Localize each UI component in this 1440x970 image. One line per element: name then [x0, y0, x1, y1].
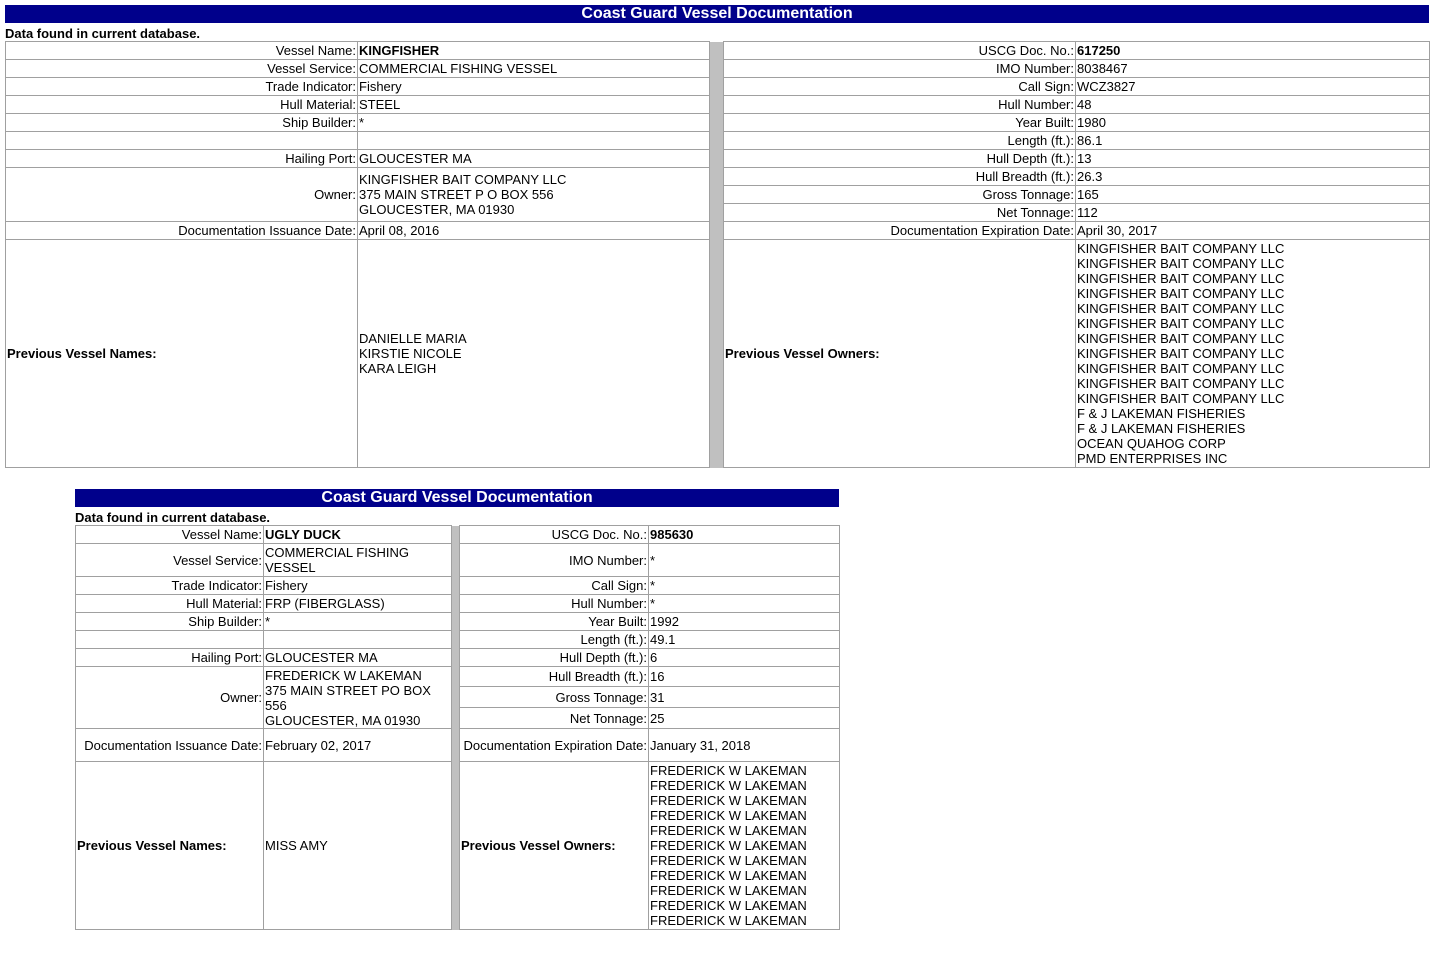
length-label: Length (ft.):	[724, 132, 1076, 150]
list-item: FREDERICK W LAKEMAN	[650, 898, 807, 913]
list-item: FREDERICK W LAKEMAN	[650, 823, 807, 838]
owner-name: FREDERICK W LAKEMAN	[265, 667, 422, 683]
list-item: FREDERICK W LAKEMAN	[650, 868, 807, 883]
length-value: 86.1	[1076, 132, 1430, 150]
trade-indicator-label: Trade Indicator:	[76, 577, 264, 595]
net-tonnage-label: Net Tonnage:	[460, 708, 649, 729]
gross-tonnage-label: Gross Tonnage:	[460, 687, 649, 708]
call-sign-label: Call Sign:	[724, 78, 1076, 96]
status-message: Data found in current database.	[75, 510, 271, 525]
page-title: Coast Guard Vessel Documentation	[5, 5, 1429, 23]
list-item: DANIELLE MARIA	[359, 331, 467, 346]
net-tonnage-value: 112	[1076, 204, 1430, 222]
list-item: F & J LAKEMAN FISHERIES	[1077, 421, 1246, 436]
doc-no-label: USCG Doc. No.:	[724, 42, 1076, 60]
owner-value	[264, 667, 452, 729]
hull-material-label: Hull Material:	[6, 96, 358, 114]
year-built-value: 1980	[1076, 114, 1430, 132]
owner-value	[358, 168, 710, 222]
list-item: F & J LAKEMAN FISHERIES	[1077, 406, 1246, 421]
list-item: FREDERICK W LAKEMAN	[650, 763, 807, 778]
empty-cell	[264, 631, 452, 649]
list-item: FREDERICK W LAKEMAN	[650, 778, 807, 793]
imo-number-label: IMO Number:	[724, 60, 1076, 78]
previous-names-label: Previous Vessel Names:	[6, 240, 358, 468]
year-built-label: Year Built:	[724, 114, 1076, 132]
owner-name: KINGFISHER BAIT COMPANY LLC	[359, 172, 567, 187]
list-item: KINGFISHER BAIT COMPANY LLC	[1077, 376, 1285, 391]
ship-builder-label: Ship Builder:	[6, 114, 358, 132]
column-divider	[710, 240, 724, 468]
imo-number-label: IMO Number:	[460, 544, 649, 577]
owner-street: 375 MAIN STREET PO BOX 556	[265, 682, 431, 713]
list-item: OCEAN QUAHOG CORP	[1077, 436, 1226, 451]
column-divider	[710, 42, 724, 240]
hailing-port-value: GLOUCESTER MA	[358, 150, 710, 168]
ship-builder-label: Ship Builder:	[76, 613, 264, 631]
issuance-date-value: February 02, 2017	[264, 729, 452, 762]
list-item: KINGFISHER BAIT COMPANY LLC	[1077, 346, 1285, 361]
vessel-details-table	[75, 525, 840, 930]
net-tonnage-value: 25	[649, 708, 840, 729]
previous-names-list	[358, 240, 710, 468]
empty-cell	[6, 132, 358, 150]
vessel-name-value: KINGFISHER	[358, 42, 710, 60]
hailing-port-label: Hailing Port:	[76, 649, 264, 667]
ship-builder-value: *	[358, 114, 710, 132]
doc-no-label: USCG Doc. No.:	[460, 526, 649, 544]
list-item: KINGFISHER BAIT COMPANY LLC	[1077, 331, 1285, 346]
page-title: Coast Guard Vessel Documentation	[75, 489, 839, 507]
hull-material-value: FRP (FIBERGLASS)	[264, 595, 452, 613]
issuance-date-value: April 08, 2016	[358, 222, 710, 240]
list-item: KINGFISHER BAIT COMPANY LLC	[1077, 361, 1285, 376]
expiration-date-value: January 31, 2018	[649, 729, 840, 762]
gross-tonnage-value: 31	[649, 687, 840, 708]
owner-label: Owner:	[76, 667, 264, 729]
hull-material-label: Hull Material:	[76, 595, 264, 613]
hull-depth-label: Hull Depth (ft.):	[460, 649, 649, 667]
call-sign-value: WCZ3827	[1076, 78, 1430, 96]
vessel-name-label: Vessel Name:	[6, 42, 358, 60]
previous-names-list	[264, 762, 452, 930]
hailing-port-value: GLOUCESTER MA	[264, 649, 452, 667]
list-item: FREDERICK W LAKEMAN	[650, 883, 807, 898]
trade-indicator-label: Trade Indicator:	[6, 78, 358, 96]
hull-number-label: Hull Number:	[724, 96, 1076, 114]
hull-depth-value: 6	[649, 649, 840, 667]
call-sign-value: *	[649, 577, 840, 595]
vessel-service-value: COMMERCIAL FISHING VESSEL	[358, 60, 710, 78]
vessel-name-label: Vessel Name:	[76, 526, 264, 544]
empty-cell	[358, 132, 710, 150]
vessel-service-value: COMMERCIAL FISHING VESSEL	[264, 544, 452, 577]
list-item: FREDERICK W LAKEMAN	[650, 838, 807, 853]
list-item: MISS AMY	[265, 838, 328, 853]
list-item: KIRSTIE NICOLE	[359, 346, 462, 361]
hull-material-value: STEEL	[358, 96, 710, 114]
call-sign-label: Call Sign:	[460, 577, 649, 595]
doc-no-value: 985630	[649, 526, 840, 544]
hull-number-value: *	[649, 595, 840, 613]
trade-indicator-value: Fishery	[358, 78, 710, 96]
list-item: FREDERICK W LAKEMAN	[650, 913, 807, 928]
previous-owners-label: Previous Vessel Owners:	[460, 762, 649, 930]
previous-owners-list	[1076, 240, 1430, 468]
hull-depth-label: Hull Depth (ft.):	[724, 150, 1076, 168]
year-built-label: Year Built:	[460, 613, 649, 631]
expiration-date-label: Documentation Expiration Date:	[724, 222, 1076, 240]
list-item: KINGFISHER BAIT COMPANY LLC	[1077, 256, 1285, 271]
expiration-date-value: April 30, 2017	[1076, 222, 1430, 240]
length-value: 49.1	[649, 631, 840, 649]
hull-breadth-value: 26.3	[1076, 168, 1430, 186]
net-tonnage-label: Net Tonnage:	[724, 204, 1076, 222]
expiration-date-label: Documentation Expiration Date:	[460, 729, 649, 762]
vessel-name-value: UGLY DUCK	[264, 526, 452, 544]
hailing-port-label: Hailing Port:	[6, 150, 358, 168]
imo-number-value: 8038467	[1076, 60, 1430, 78]
doc-no-value: 617250	[1076, 42, 1430, 60]
length-label: Length (ft.):	[460, 631, 649, 649]
list-item: PMD ENTERPRISES INC	[1077, 451, 1228, 466]
gross-tonnage-value: 165	[1076, 186, 1430, 204]
list-item: FREDERICK W LAKEMAN	[650, 853, 807, 868]
list-item: FREDERICK W LAKEMAN	[650, 793, 807, 808]
list-item: KINGFISHER BAIT COMPANY LLC	[1077, 286, 1285, 301]
vessel-record-1	[5, 5, 1429, 468]
hull-breadth-label: Hull Breadth (ft.):	[460, 667, 649, 687]
hull-number-label: Hull Number:	[460, 595, 649, 613]
gross-tonnage-label: Gross Tonnage:	[724, 186, 1076, 204]
empty-cell	[76, 631, 264, 649]
vessel-record-2	[75, 489, 839, 930]
vessel-details-table	[5, 41, 1430, 468]
status-message: Data found in current database.	[5, 26, 201, 41]
previous-owners-list	[649, 762, 840, 930]
hull-number-value: 48	[1076, 96, 1430, 114]
owner-street: 375 MAIN STREET P O BOX 556	[359, 187, 554, 202]
owner-city: GLOUCESTER, MA 01930	[265, 712, 421, 728]
trade-indicator-value: Fishery	[264, 577, 452, 595]
list-item: KINGFISHER BAIT COMPANY LLC	[1077, 316, 1285, 331]
column-divider	[452, 526, 460, 930]
list-item: KINGFISHER BAIT COMPANY LLC	[1077, 241, 1285, 256]
owner-city: GLOUCESTER, MA 01930	[359, 202, 515, 217]
previous-owners-label: Previous Vessel Owners:	[724, 240, 1076, 468]
hull-depth-value: 13	[1076, 150, 1430, 168]
issuance-date-label: Documentation Issuance Date:	[76, 729, 264, 762]
imo-number-value: *	[649, 544, 840, 577]
hull-breadth-value: 16	[649, 667, 840, 687]
hull-breadth-label: Hull Breadth (ft.):	[724, 168, 1076, 186]
owner-label: Owner:	[6, 168, 358, 222]
list-item: KINGFISHER BAIT COMPANY LLC	[1077, 271, 1285, 286]
vessel-service-label: Vessel Service:	[76, 544, 264, 577]
previous-names-label: Previous Vessel Names:	[76, 762, 264, 930]
list-item: KINGFISHER BAIT COMPANY LLC	[1077, 391, 1285, 406]
list-item: FREDERICK W LAKEMAN	[650, 808, 807, 823]
list-item: KARA LEIGH	[359, 361, 437, 376]
year-built-value: 1992	[649, 613, 840, 631]
ship-builder-value: *	[264, 613, 452, 631]
list-item: KINGFISHER BAIT COMPANY LLC	[1077, 301, 1285, 316]
issuance-date-label: Documentation Issuance Date:	[6, 222, 358, 240]
vessel-service-label: Vessel Service:	[6, 60, 358, 78]
